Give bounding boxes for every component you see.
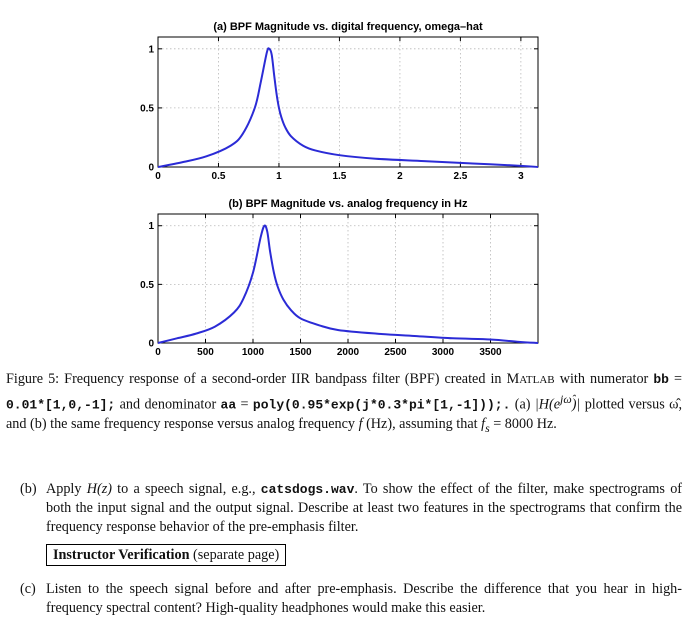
- item-b-body: [46, 480, 682, 537]
- hz-symbol: H(z): [86, 481, 112, 497]
- plot-b-xtick-label-6: 3000: [431, 347, 455, 358]
- caption-part-a: (a): [510, 396, 535, 413]
- item-b-text-3: . To show the effect of the filter, make spectrograms of both the input signal and the output signal. Describe at least two features in the spectrograms that confirm the frequency response behavior of the pre-emphasis filter.: [46, 481, 683, 535]
- plot-a: [140, 21, 538, 182]
- plot-a-xtick-label-1: 0.5: [211, 171, 226, 182]
- eq-sign-2: =: [236, 396, 253, 413]
- item-c-label: (c): [20, 581, 36, 597]
- plot-b-ytick-label-1: 0.5: [140, 279, 154, 291]
- bb-code: bb: [653, 372, 669, 387]
- matlab-rest: ATLAB: [519, 374, 555, 386]
- fs-subscript: s: [485, 420, 490, 435]
- plot-a-axes-box: [158, 37, 538, 167]
- verification-rest-text: (separate page): [189, 547, 280, 563]
- fs-value: = 8000 Hz.: [489, 415, 557, 432]
- plot-b-xtick-label-3: 1500: [289, 347, 312, 358]
- plot-a-xtick-label-6: 3: [518, 171, 524, 182]
- matlab-first-letter: M: [506, 371, 520, 387]
- plot-b-xtick-label-4: 2000: [336, 347, 360, 358]
- magnitude-exponent: jω̂: [560, 392, 572, 406]
- magnitude-close: )|: [571, 396, 581, 413]
- plot-b: [140, 198, 538, 358]
- plot-b-xtick-label-7: 3500: [479, 347, 502, 358]
- item-c-body: Listen to the speech signal before and after pre-emphasis. Describe the difference that you hear in high-frequency spectral content? High-quality headphones would make this easier.: [46, 581, 682, 616]
- figure-caption: [6, 370, 682, 438]
- plot-a-xtick-label-5: 2.5: [453, 171, 468, 182]
- item-b-text-1: Apply: [46, 481, 87, 497]
- caption-text-5: (Hz), assuming that: [362, 415, 478, 432]
- instructor-verification-box: [46, 544, 286, 566]
- plot-b-ytick-label-2: 1: [148, 221, 154, 233]
- verification-bold-text: Instructor Verification: [53, 547, 190, 563]
- f-symbol: f: [358, 415, 363, 432]
- plot-a-ytick-label-0: 0: [148, 162, 154, 174]
- plot-a-ytick-label-1: 0.5: [140, 103, 154, 115]
- magnitude-expression: |H(e: [534, 396, 561, 413]
- plot-a-xtick-label-0: 0: [155, 171, 161, 182]
- caption-text-2: with numerator: [554, 371, 649, 387]
- plot-a-xtick-label-4: 2: [397, 171, 403, 182]
- plot-b-xtick-label-2: 1000: [241, 347, 265, 358]
- caption-text-3: and denominator: [115, 396, 221, 413]
- fs-symbol: f: [481, 415, 486, 432]
- item-b-label: (b): [20, 481, 37, 497]
- plot-a-ytick-label-2: 1: [148, 44, 154, 56]
- bb-value-code: 0.01*[1,0,-1];: [6, 397, 116, 413]
- plot-a-xtick-label-3: 1.5: [332, 171, 347, 182]
- plot-b-ytick-label-0: 0: [148, 338, 154, 350]
- plot-b-xtick-label-0: 0: [155, 347, 161, 358]
- item-b-text-2: to a speech signal, e.g.,: [111, 481, 261, 497]
- plot-a-xtick-label-2: 1: [276, 171, 282, 182]
- aa-code: aa: [220, 397, 237, 413]
- eq-sign-1: =: [668, 371, 683, 387]
- caption-text-4: plotted versus ω̂, and (b) the same frequency response versus analog frequency: [6, 396, 682, 432]
- plot-b-xtick-label-5: 2500: [384, 347, 407, 358]
- plot-b-xtick-label-1: 500: [197, 347, 214, 358]
- aa-value-code: poly(0.95*exp(j*0.3*pi*[1,-1]));.: [252, 397, 511, 413]
- caption-text-1: Figure 5: Frequency response of a second-order IIR bandpass filter (BPF) created in: [6, 371, 507, 387]
- filename-code: catsdogs.wav: [260, 482, 355, 497]
- plot-a-title: (a) BPF Magnitude vs. digital frequency, omega–hat: [213, 21, 483, 33]
- exercise-item-b: [20, 480, 682, 537]
- exercise-item-c: [20, 580, 682, 618]
- plot-b-title: (b) BPF Magnitude vs. analog frequency in Hz: [228, 198, 468, 210]
